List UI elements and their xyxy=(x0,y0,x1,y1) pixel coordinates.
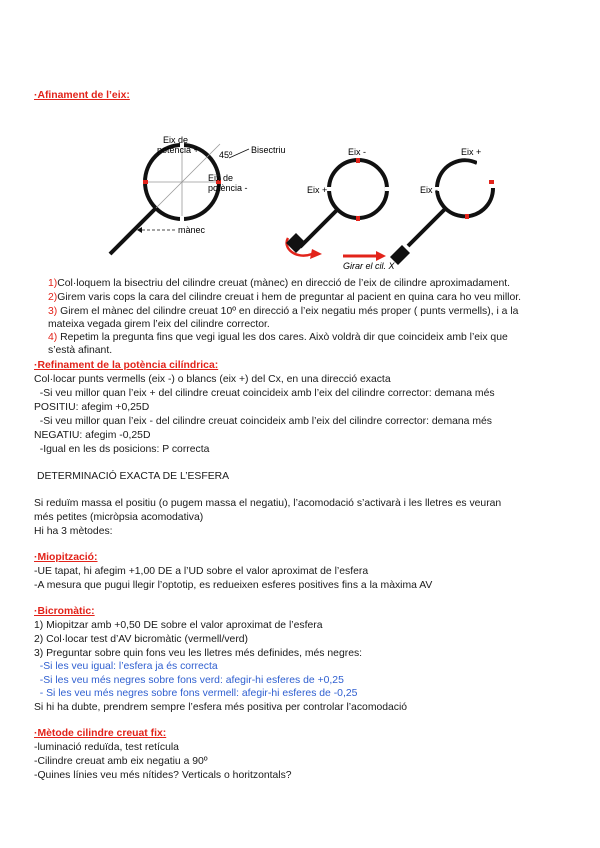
figure-before-rotation xyxy=(286,147,390,259)
label-eix-potencia-plus-1: Eix de xyxy=(163,135,189,145)
bicromatic-line: 1) Miopitzar amb +0,50 DE sobre el valor aproximat de l’esfera xyxy=(34,620,323,631)
label-eix-potencia-minus-2: potència - xyxy=(208,183,248,193)
step-1: 1)Col·loquem la bisectriu del cilindre creuat (mànec) en direcció de l’eix de cilindre aproximadament. xyxy=(48,278,511,289)
step-2: 2)Girem varis cops la cara del cilindre creuat i hem de preguntar al pacient en quina cara ho veu millor. xyxy=(48,292,522,303)
section-title-bicromatic: ·Bicromàtic: xyxy=(34,606,95,617)
bicromatic-line: 2) Col·locar test d’AV bicromàtic (vermell/verd) xyxy=(34,634,249,645)
label-fig2-eix-minus: Eix - xyxy=(348,147,366,157)
label-eix-potencia-plus-2: potència + xyxy=(157,145,199,155)
section-title-afinament: ·Afinament de l’eix: xyxy=(34,90,130,101)
label-girar-cil: Girar el cil. X xyxy=(343,261,395,270)
refinament-line: -Si veu millor quan l’eix - del cilindre creuat coincideix amb l’eix del cilindre corrector: demana més xyxy=(34,416,492,427)
refinament-line: -Si veu millor quan l’eix + del cilindre creuat coincideix amb l’eix del cilindre corrector: demana més xyxy=(34,388,495,399)
figure-cross-cylinder-handle xyxy=(110,135,286,254)
step-3: 3) Girem el mànec del cilindre creuat 10º en direcció a l’eix negatiu més proper ( punts vermells), i a la xyxy=(48,306,519,317)
esfera-paragraph: Hi ha 3 mètodes: xyxy=(34,526,113,537)
section-title-cilindre-fix: ·Mètode cilindre creuat fix: xyxy=(34,728,167,739)
cilindre-fix-line: -luminació reduïda, test retícula xyxy=(34,742,179,753)
label-angle: 45º xyxy=(219,150,233,160)
miopitzacio-line: -A mesura que pugui llegir l’optotip, es redueixen esferes positives fins a la màxima AV xyxy=(34,580,433,591)
label-bisectriu: Bisectriu xyxy=(251,145,286,155)
refinament-line: POSITIU: afegim +0,25D xyxy=(34,402,150,413)
label-fig3-eix-minus: Eix - xyxy=(420,185,438,195)
label-fig3-eix-plus: Eix + xyxy=(461,147,482,157)
esfera-paragraph: Si reduïm massa el positiu (o pugem massa el negatiu), l’acomodació s’activarà i les lletres es veuran xyxy=(34,498,502,509)
miopitzacio-line: -UE tapat, hi afegim +1,00 DE a l’UD sobre el valor aproximat de l’esfera xyxy=(34,566,369,577)
cilindre-fix-line: -Quines línies veu més nítides? Verticals o horitzontals? xyxy=(34,770,292,781)
step-4-cont: s’està afinant. xyxy=(48,345,113,356)
refinament-line: NEGATIU: afegim -0,25D xyxy=(34,430,151,441)
bicromatic-note: Si hi ha dubte, prendrem sempre l’esfera més positiva per controlar l’acomodació xyxy=(34,702,408,713)
figure-after-rotation xyxy=(343,147,494,270)
section-title-miopitzacio: ·Miopització: xyxy=(34,552,98,563)
section-title-refinament: ·Refinament de la potència cilíndrica: xyxy=(34,360,219,371)
step-3-cont: mateixa vegada girem l’eix del cilindre corrector. xyxy=(48,319,270,330)
cross-cylinder-diagram xyxy=(0,130,600,270)
step-4: 4) Repetim la pregunta fins que vegi igual les dos cares. Això voldrà dir que coincideix amb l’eix que xyxy=(48,332,508,343)
label-eix-potencia-minus-1: Eix de xyxy=(208,173,234,183)
label-fig2-eix-plus: Eix + xyxy=(307,185,328,195)
label-manec: mànec xyxy=(178,225,206,235)
bicromatic-option: -Si les veu més negres sobre fons verd: afegir-hi esferes de +0,25 xyxy=(34,675,344,686)
bicromatic-option: -Si les veu igual: l’esfera ja és correcta xyxy=(34,661,218,672)
refinament-line: -Igual en les ds posicions: P correcta xyxy=(34,444,210,455)
section-title-esfera: DETERMINACIÓ EXACTA DE L’ESFERA xyxy=(37,471,230,482)
bicromatic-line: 3) Preguntar sobre quin fons veu les lletres més definides, més negres: xyxy=(34,648,363,659)
bicromatic-option: - Si les veu més negres sobre fons vermell: afegir-hi esferes de -0,25 xyxy=(34,688,358,699)
refinament-line: Col·locar punts vermells (eix -) o blancs (eix +) del Cx, en una direcció exacta xyxy=(34,374,391,385)
cilindre-fix-line: -Cilindre creuat amb eix negatiu a 90º xyxy=(34,756,208,767)
esfera-paragraph: més petites (micròpsia acomodativa) xyxy=(34,512,204,523)
